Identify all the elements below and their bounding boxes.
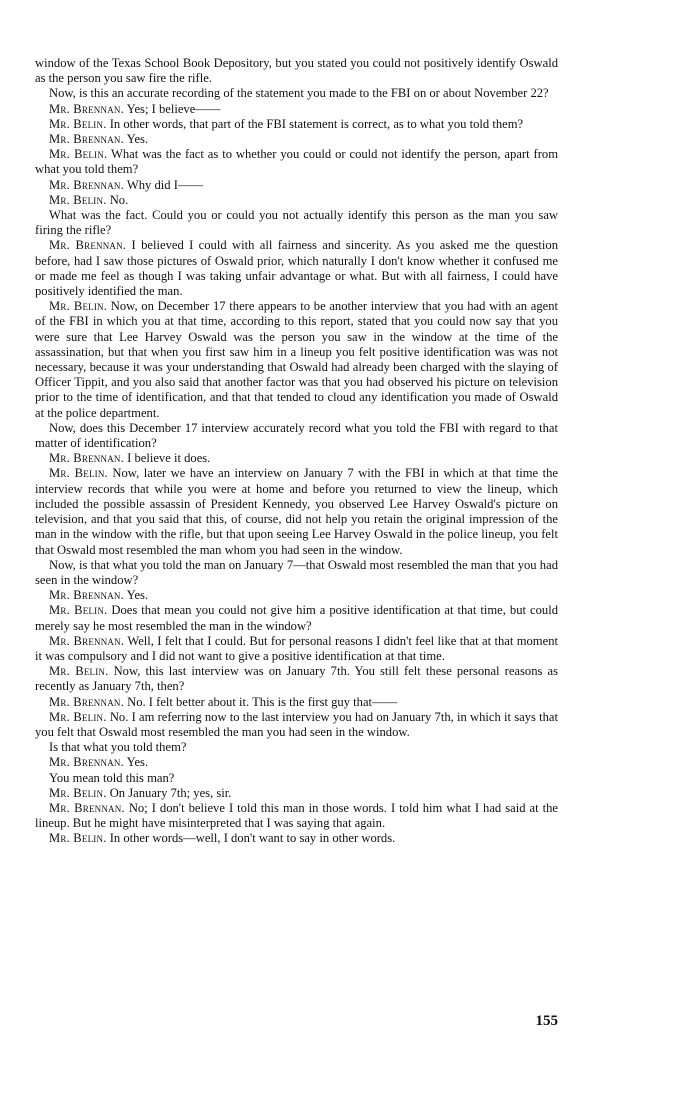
paragraph-text: Yes; I believe——	[123, 101, 221, 116]
testimony-paragraph	[35, 771, 558, 786]
testimony-paragraph	[35, 466, 558, 557]
testimony-paragraph	[35, 299, 558, 421]
testimony-paragraph	[35, 102, 558, 117]
speaker-label: Mr. Belin.	[49, 116, 107, 131]
paragraph-text: What was the fact. Could you or could you not actually identify this person as the man you saw firing the rifle?	[35, 208, 558, 238]
testimony-paragraph	[35, 117, 558, 132]
paragraph-text: Now, is that what you told the man on January 7—that Oswald most resembled the man that you had seen in the window?	[35, 557, 558, 587]
speaker-label: Mr. Brennan.	[49, 588, 124, 603]
paragraph-text: Well, I felt that I could. But for personal reasons I didn't feel like that at that moment it was compulsory and I did not want to give a positive identification at that time.	[35, 633, 558, 663]
testimony-paragraph	[35, 634, 558, 664]
speaker-label: Mr. Brennan.	[49, 633, 125, 648]
paragraph-text: No. I am referring now to the last interview you had on January 7th, in which it says that you felt that Oswald most resembled the man you had seen in the window.	[35, 709, 558, 739]
testimony-paragraph	[35, 132, 558, 147]
testimony-paragraph	[35, 710, 558, 740]
paragraph-text: In other words—well, I don't want to say in other words.	[106, 831, 396, 846]
speaker-label: Mr. Belin.	[49, 299, 108, 314]
testimony-paragraph	[35, 695, 558, 710]
paragraph-text: I believe it does.	[123, 451, 211, 466]
speaker-label: Mr. Belin.	[49, 192, 107, 207]
paragraph-text: I believed I could with all fairness and sincerity. As you asked me the question before, had I saw those pictures of Oswald prior, which naturally I don't know whether it confused me or made me feel as though I was taking unfair advantage or what. But with all fairness, I could have positively identified the man.	[35, 238, 558, 299]
testimony-paragraph	[35, 86, 558, 101]
paragraph-text: Yes.	[123, 588, 149, 603]
testimony-paragraph	[35, 147, 558, 177]
paragraph-text: window of the Texas School Book Depository, but you stated you could not positively identify Oswald as the person you saw fire the rifle.	[35, 56, 558, 86]
paragraph-text: Now, does this December 17 interview accurately record what you told the FBI with regard to that matter of identification?	[35, 420, 558, 451]
speaker-label: Mr. Brennan.	[49, 755, 124, 770]
testimony-paragraph	[35, 755, 558, 770]
testimony-paragraph	[35, 421, 558, 451]
testimony-paragraph	[35, 801, 558, 831]
paragraph-text: No.	[106, 192, 129, 207]
paragraph-text: No. I felt better about it. This is the first guy that——	[123, 694, 398, 709]
paragraph-text: Yes.	[123, 755, 149, 770]
testimony-paragraph	[35, 238, 558, 299]
testimony-paragraph	[35, 451, 558, 466]
paragraph-text: Now, this last interview was on January 7th. You still felt these personal reasons as recently as January 7th, then?	[35, 664, 558, 694]
speaker-label: Mr. Belin.	[49, 603, 108, 618]
testimony-paragraph	[35, 588, 558, 603]
testimony-paragraph	[35, 831, 558, 846]
paragraph-text: On January 7th; yes, sir.	[106, 785, 232, 800]
speaker-label: Mr. Brennan.	[49, 694, 124, 709]
testimony-paragraph	[35, 208, 558, 238]
paragraph-text: Yes.	[123, 132, 149, 147]
speaker-label: Mr. Belin.	[49, 785, 107, 800]
speaker-label: Mr. Belin.	[49, 147, 108, 162]
testimony-paragraph	[35, 56, 558, 86]
speaker-label: Mr. Brennan.	[49, 177, 124, 192]
testimony-paragraph	[35, 786, 558, 801]
testimony-paragraph	[35, 558, 558, 588]
speaker-label: Mr. Belin.	[49, 466, 108, 481]
speaker-label: Mr. Belin.	[49, 664, 109, 679]
paragraph-text: Does that mean you could not give him a positive identification at that time, but could merely say he most resembled the man in the window?	[35, 603, 558, 633]
paragraph-text: Why did I——	[123, 177, 204, 192]
paragraph-text: Now, is this an accurate recording of the statement you made to the FBI on or about November 22?	[49, 86, 549, 101]
paragraph-text: Now, on December 17 there appears to be another interview that you had with an agent of the FBI in which you at that time, according to this report, stated that you could now say that you were sure that Lee Harvey Oswald was the person you saw in the window at the time of the assassination, but that when you first saw him in a lineup you felt positive identification was was not necessary, because it was your understanding that Oswald had already been charged with the slaying of Officer Tippit, and you also said that another factor was that you had observed his picture on television prior to the time of identification, and that that tended to cloud any identification you made of Oswald at the police department.	[35, 299, 558, 420]
paragraph-text: In other words, that part of the FBI statement is correct, as to what you told them?	[106, 116, 524, 131]
speaker-label: Mr. Brennan.	[49, 238, 127, 253]
paragraph-text: Is that what you told them?	[49, 740, 187, 755]
paragraph-text: You mean told this man?	[49, 770, 175, 785]
speaker-label: Mr. Brennan.	[49, 101, 124, 116]
speaker-label: Mr. Brennan.	[49, 800, 125, 815]
speaker-label: Mr. Brennan.	[49, 132, 124, 147]
testimony-paragraph	[35, 664, 558, 694]
testimony-paragraph	[35, 740, 558, 755]
speaker-label: Mr. Brennan.	[49, 451, 124, 466]
testimony-paragraph	[35, 603, 558, 633]
testimony-paragraph	[35, 178, 558, 193]
speaker-label: Mr. Belin.	[49, 831, 107, 846]
paragraph-text: No; I don't believe I told this man in those words. I told him what I had said at the lineup. But he might have misinterpreted that I was saying that again.	[35, 800, 558, 831]
paragraph-text: Now, later we have an interview on January 7 with the FBI in which at that time the interview records that while you were at home and before you returned to view the lineup, which included the possible assassin of President Kennedy, you observed Lee Harvey Oswald's picture on television, and that you said that this, of course, did not help you retain the original impression of the man in the window with the rifle, but that upon seeing Lee Harvey Oswald in the police lineup, you felt that Oswald most resembled the man whom you had seen in the window.	[35, 466, 558, 557]
testimony-body	[35, 56, 558, 847]
speaker-label: Mr. Belin.	[49, 709, 107, 724]
paragraph-text: What was the fact as to whether you could or could not identify the person, apart from what you told them?	[35, 147, 558, 177]
testimony-paragraph	[35, 193, 558, 208]
page-number: 155	[535, 1013, 558, 1029]
